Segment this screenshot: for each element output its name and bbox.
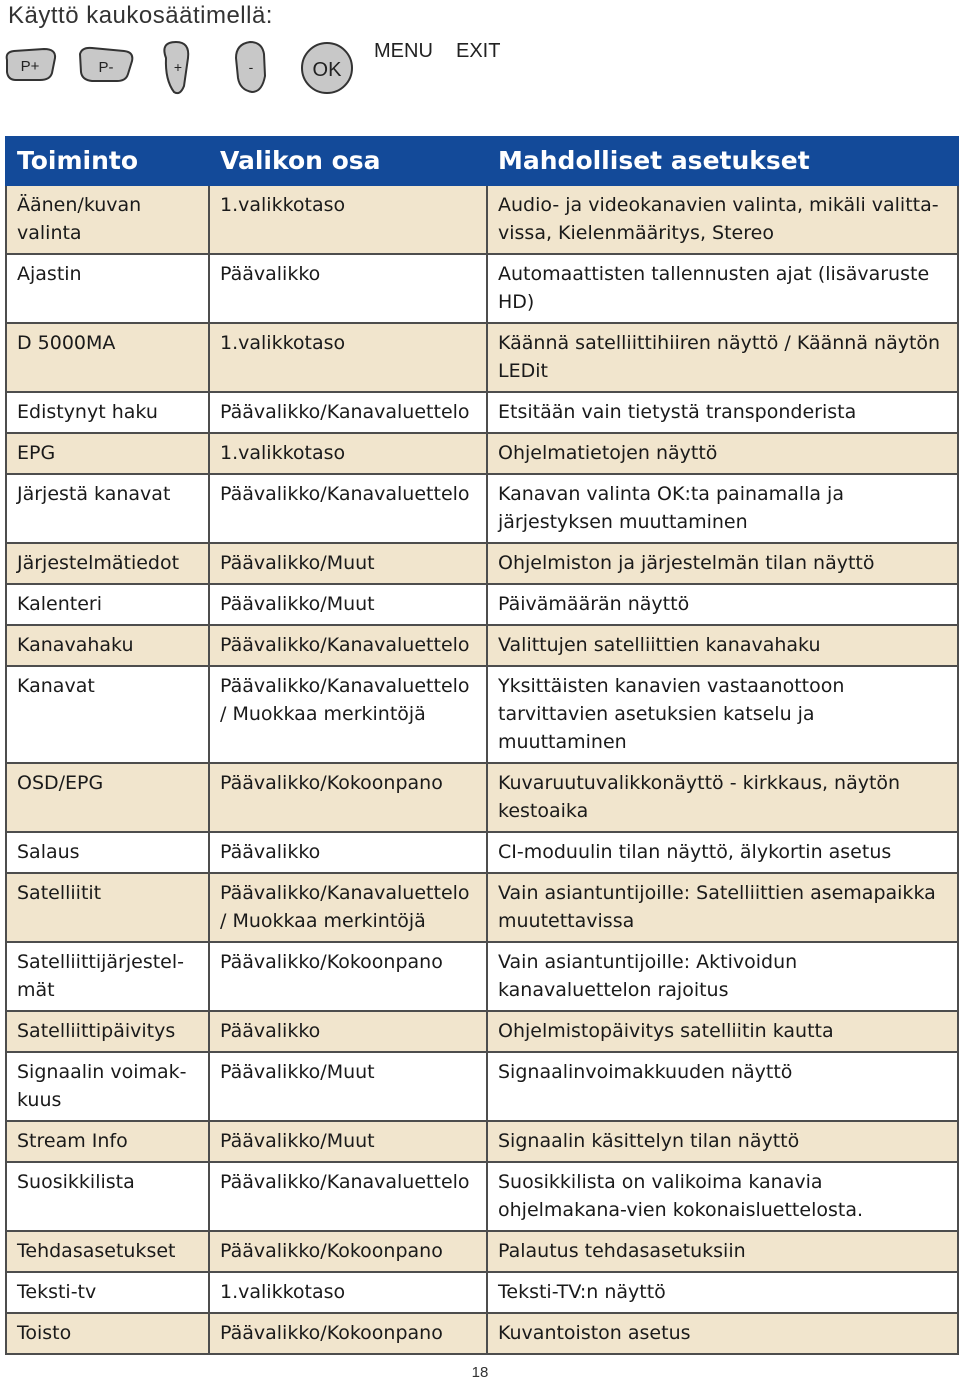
function-cell: Ajastin	[6, 254, 209, 323]
table-row	[6, 323, 958, 392]
settings-cell: Palautus tehdasasetuksiin	[487, 1231, 958, 1272]
table-row	[6, 1121, 958, 1162]
function-cell: Toisto	[6, 1313, 209, 1354]
menu-section-cell: Päävalikko/Kanavaluettelo	[209, 625, 487, 666]
settings-cell: Kuvaruutuvalikkonäyttö - kirkkaus, näytön kestoaika	[487, 763, 958, 832]
p-minus-label: P-	[98, 59, 114, 76]
settings-cell: Käännä satelliittihiiren näyttö / Käännä näytön LEDit	[487, 323, 958, 392]
menu-section-cell: Päävalikko/Kokoonpano	[209, 763, 487, 832]
header-menu-section: Valikon osa	[209, 137, 487, 185]
settings-cell: Ohjelmatietojen näyttö	[487, 433, 958, 474]
table-row	[6, 1272, 958, 1313]
settings-cell: CI-moduulin tilan näyttö, älykortin asetus	[487, 832, 958, 873]
function-cell: Kanavahaku	[6, 625, 209, 666]
table-row	[6, 832, 958, 873]
function-cell: Järjestä kanavat	[6, 474, 209, 543]
menu-button[interactable]: MENU	[374, 40, 433, 62]
function-cell: Edistynyt haku	[6, 392, 209, 433]
settings-cell: Päivämäärän näyttö	[487, 584, 958, 625]
settings-cell: Signaalinvoimakkuuden näyttö	[487, 1052, 958, 1121]
page-title: Käyttö kaukosäätimellä:	[8, 2, 273, 29]
ok-label: OK	[312, 59, 342, 81]
table-row	[6, 942, 958, 1011]
menu-section-cell: 1.valikkotaso	[209, 323, 487, 392]
table-row	[6, 1231, 958, 1272]
table-row	[6, 433, 958, 474]
p-plus-label: P+	[20, 58, 40, 75]
function-cell: Järjestelmätiedot	[6, 543, 209, 584]
p-minus-button[interactable]	[80, 48, 132, 81]
menu-section-cell: Päävalikko/Muut	[209, 543, 487, 584]
menu-section-cell: Päävalikko	[209, 254, 487, 323]
menu-section-cell: Päävalikko/Muut	[209, 1121, 487, 1162]
table-row	[6, 666, 958, 763]
header-possible-settings: Mahdolliset asetukset	[487, 137, 958, 185]
table-row	[6, 1052, 958, 1121]
settings-cell: Signaalin käsittelyn tilan näyttö	[487, 1121, 958, 1162]
function-cell: D 5000MA	[6, 323, 209, 392]
table-row	[6, 392, 958, 433]
function-cell: EPG	[6, 433, 209, 474]
function-cell: Suosikkilista	[6, 1162, 209, 1231]
function-cell: Teksti-tv	[6, 1272, 209, 1313]
plus-label: +	[173, 59, 183, 75]
settings-table	[5, 136, 959, 1355]
settings-cell: Ohjelmistopäivitys satelliitin kautta	[487, 1011, 958, 1052]
table-row	[6, 584, 958, 625]
function-cell: OSD/EPG	[6, 763, 209, 832]
menu-section-cell: Päävalikko/Kokoonpano	[209, 1313, 487, 1354]
table-row	[6, 625, 958, 666]
settings-cell: Valittujen satelliittien kanavahaku	[487, 625, 958, 666]
settings-cell: Etsitään vain tietystä transponderista	[487, 392, 958, 433]
menu-section-cell: Päävalikko	[209, 832, 487, 873]
settings-cell: Kanavan valinta OK:ta painamalla ja järjestyksen muuttaminen	[487, 474, 958, 543]
function-cell: Stream Info	[6, 1121, 209, 1162]
settings-cell: Audio- ja videokanavien valinta, mikäli valitta-vissa, Kielenmääritys, Stereo	[487, 185, 958, 254]
function-cell: Satelliitit	[6, 873, 209, 942]
settings-cell: Kuvantoiston asetus	[487, 1313, 958, 1354]
table-row	[6, 474, 958, 543]
settings-cell: Vain asiantuntijoille: Satelliittien asemapaikka muutettavissa	[487, 873, 958, 942]
header-function: Toiminto	[6, 137, 209, 185]
exit-button[interactable]: EXIT	[456, 40, 501, 62]
function-cell: Satelliittipäivitys	[6, 1011, 209, 1052]
settings-cell: Vain asiantuntijoille: Aktivoidun kanavaluettelon rajoitus	[487, 942, 958, 1011]
menu-section-cell: 1.valikkotaso	[209, 185, 487, 254]
table-row	[6, 873, 958, 942]
settings-cell: Ohjelmiston ja järjestelmän tilan näyttö	[487, 543, 958, 584]
table-row	[6, 1162, 958, 1231]
menu-section-cell: 1.valikkotaso	[209, 433, 487, 474]
menu-section-cell: Päävalikko/Kanavaluettelo	[209, 474, 487, 543]
minus-label: -	[248, 59, 254, 75]
plus-button[interactable]	[164, 42, 188, 93]
menu-section-cell: 1.valikkotaso	[209, 1272, 487, 1313]
minus-button[interactable]	[236, 42, 265, 92]
table-row	[6, 1313, 958, 1354]
menu-section-cell: Päävalikko/Kanavaluettelo / Muokkaa merkintöjä	[209, 666, 487, 763]
p-plus-button[interactable]	[7, 49, 55, 80]
function-cell: Tehdasasetukset	[6, 1231, 209, 1272]
function-cell: Kalenteri	[6, 584, 209, 625]
menu-section-cell: Päävalikko/Muut	[209, 584, 487, 625]
menu-section-cell: Päävalikko	[209, 1011, 487, 1052]
function-cell: Salaus	[6, 832, 209, 873]
function-cell: Äänen/kuvan valinta	[6, 185, 209, 254]
menu-section-cell: Päävalikko/Kanavaluettelo	[209, 392, 487, 433]
menu-section-cell: Päävalikko/Kanavaluettelo	[209, 1162, 487, 1231]
settings-cell: Suosikkilista on valikoima kanavia ohjelmakana-vien kokonaisluettelosta.	[487, 1162, 958, 1231]
table-row	[6, 254, 958, 323]
menu-section-cell: Päävalikko/Muut	[209, 1052, 487, 1121]
settings-cell: Teksti-TV:n näyttö	[487, 1272, 958, 1313]
settings-cell: Automaattisten tallennusten ajat (lisävaruste HD)	[487, 254, 958, 323]
function-cell: Satelliittijärjestel-mät	[6, 942, 209, 1011]
ok-button[interactable]	[302, 43, 352, 93]
function-cell: Kanavat	[6, 666, 209, 763]
table-header-row	[6, 137, 958, 185]
table-row	[6, 763, 958, 832]
page-number: 18	[471, 1364, 489, 1381]
table-row	[6, 543, 958, 584]
menu-section-cell: Päävalikko/Kokoonpano	[209, 1231, 487, 1272]
menu-section-cell: Päävalikko/Kanavaluettelo / Muokkaa merkintöjä	[209, 873, 487, 942]
menu-section-cell: Päävalikko/Kokoonpano	[209, 942, 487, 1011]
table-row	[6, 1011, 958, 1052]
function-cell: Signaalin voimak-kuus	[6, 1052, 209, 1121]
settings-cell: Yksittäisten kanavien vastaanottoon tarvittavien asetuksien katselu ja muuttaminen	[487, 666, 958, 763]
table-row	[6, 185, 958, 254]
remote-control-buttons	[0, 30, 520, 110]
